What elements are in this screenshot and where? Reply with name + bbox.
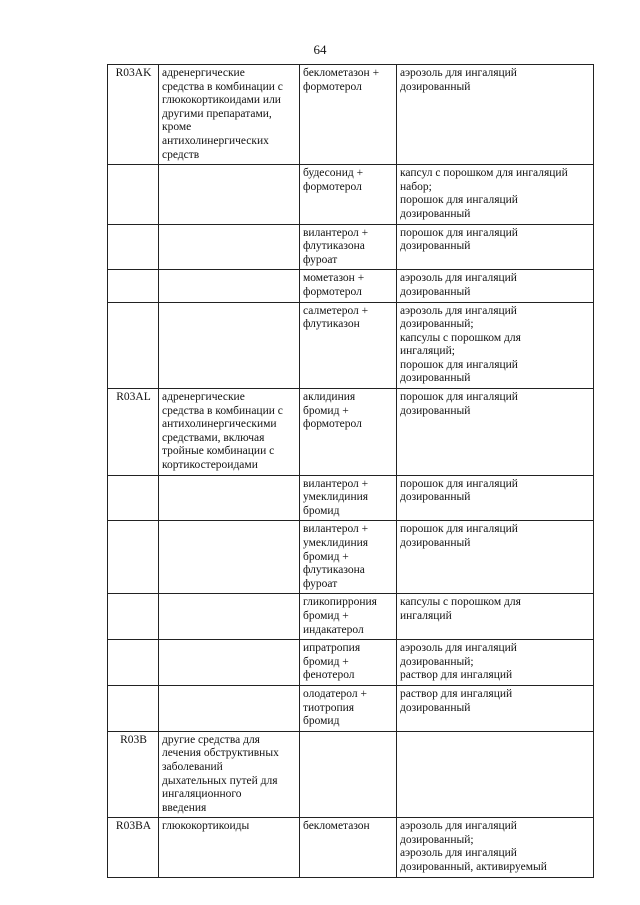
group-name-line: антихолинергическими bbox=[162, 418, 277, 431]
drug-name-line: вилантерол + bbox=[303, 226, 369, 239]
drug-name-line: формотерол bbox=[303, 418, 362, 431]
dosage-form-line: ингаляций bbox=[400, 609, 452, 622]
group-name-line: антихолинергических bbox=[162, 134, 269, 147]
group-name-cell bbox=[159, 818, 300, 877]
dosage-form-cell bbox=[397, 302, 594, 389]
group-name-line: средствами, включая bbox=[162, 431, 265, 444]
page-number: 64 bbox=[313, 42, 327, 57]
drug-name-cell bbox=[300, 65, 397, 165]
drug-name-cell bbox=[300, 302, 397, 389]
drug-name-line: флутиказона bbox=[303, 564, 365, 577]
dosage-form-cell bbox=[397, 475, 594, 521]
drug-name-line: фуроат bbox=[303, 253, 338, 266]
table-row bbox=[108, 224, 594, 270]
dosage-form-line: дозированный; bbox=[400, 655, 474, 668]
drug-name-line: умеклидиния bbox=[303, 537, 369, 549]
group-name-cell bbox=[159, 270, 300, 302]
atc-code-line: R03AK bbox=[115, 67, 152, 79]
group-name-line: дыхательных путей для bbox=[162, 774, 278, 787]
drug-name-line: будесонид + bbox=[303, 167, 364, 180]
dosage-form-cell bbox=[397, 165, 594, 224]
group-name-line: средства в комбинации с bbox=[162, 404, 283, 417]
drug-name-line: фуроат bbox=[303, 577, 338, 590]
table-row bbox=[108, 640, 594, 686]
atc-code-cell bbox=[108, 818, 159, 877]
group-name-line: тройные комбинации с bbox=[162, 445, 275, 458]
drug-name-line: беклометазон + bbox=[303, 67, 380, 79]
drug-name-line: формотерол bbox=[303, 180, 362, 193]
drug-name-line: бромид bbox=[303, 504, 340, 517]
group-name-cell bbox=[159, 389, 300, 476]
group-name-cell bbox=[159, 302, 300, 389]
atc-code-cell bbox=[108, 521, 159, 594]
group-name-line: кроме bbox=[162, 121, 192, 134]
dosage-form-line: дозированный bbox=[400, 207, 471, 220]
group-name-line: средства в комбинации с bbox=[162, 80, 283, 93]
drug-name-line: тиотропия bbox=[303, 701, 355, 714]
group-name-line: адренергические bbox=[162, 67, 245, 79]
drug-name-line: аклидиния bbox=[303, 391, 356, 404]
drug-name-cell bbox=[300, 594, 397, 640]
dosage-form-line: дозированный bbox=[400, 80, 471, 93]
dosage-form-line: аэрозоль для ингаляций bbox=[400, 67, 517, 79]
drug-name-line: фенотерол bbox=[303, 669, 355, 682]
drug-name-line: вилантерол + bbox=[303, 523, 369, 536]
drug-name-cell bbox=[300, 224, 397, 270]
drug-name-cell bbox=[300, 731, 397, 818]
drug-name-cell bbox=[300, 475, 397, 521]
atc-code-cell bbox=[108, 475, 159, 521]
dosage-form-line: порошок для ингаляций bbox=[400, 523, 518, 536]
drug-name-line: бромид + bbox=[303, 404, 349, 417]
drug-name-line: бромид + bbox=[303, 550, 349, 563]
dosage-form-line: дозированный bbox=[400, 285, 471, 298]
dosage-form-cell bbox=[397, 731, 594, 818]
dosage-form-line: дозированный bbox=[400, 372, 471, 385]
dosage-form-cell bbox=[397, 224, 594, 270]
table-row bbox=[108, 594, 594, 640]
table-row bbox=[108, 475, 594, 521]
table-row bbox=[108, 389, 594, 476]
dosage-form-line: порошок для ингаляций bbox=[400, 391, 518, 404]
drug-name-line: формотерол bbox=[303, 80, 362, 93]
table-row bbox=[108, 165, 594, 224]
group-name-cell bbox=[159, 165, 300, 224]
atc-code-line: R03B bbox=[120, 733, 147, 746]
dosage-form-line: дозированный bbox=[400, 701, 471, 714]
drug-table bbox=[107, 64, 594, 878]
dosage-form-cell bbox=[397, 270, 594, 302]
dosage-form-line: ингаляций; bbox=[400, 345, 455, 358]
drug-name-line: бромид + bbox=[303, 655, 349, 668]
dosage-form-line: капсулы с порошком для bbox=[400, 596, 521, 609]
drug-name-line: олодатерол + bbox=[303, 687, 367, 700]
group-name-line: другие средства для bbox=[162, 733, 260, 746]
drug-name-line: беклометазон bbox=[303, 820, 370, 833]
dosage-form-line: дозированный; bbox=[400, 318, 474, 331]
atc-code-cell bbox=[108, 270, 159, 302]
group-name-line: адренергические bbox=[162, 391, 245, 404]
drug-name-cell bbox=[300, 521, 397, 594]
drug-name-line: мометазон + bbox=[303, 272, 365, 285]
atc-code-cell bbox=[108, 389, 159, 476]
drug-name-cell bbox=[300, 165, 397, 224]
atc-code-cell bbox=[108, 165, 159, 224]
dosage-form-line: раствор для ингаляций bbox=[400, 687, 513, 700]
group-name-cell bbox=[159, 640, 300, 686]
drug-name-line: гликопиррония bbox=[303, 596, 377, 609]
group-name-cell bbox=[159, 475, 300, 521]
dosage-form-line: дозированный bbox=[400, 537, 471, 549]
dosage-form-cell bbox=[397, 65, 594, 165]
atc-code-cell bbox=[108, 640, 159, 686]
table-row bbox=[108, 302, 594, 389]
dosage-form-line: набор; bbox=[400, 180, 432, 193]
group-name-cell bbox=[159, 594, 300, 640]
group-name-cell bbox=[159, 65, 300, 165]
drug-name-cell bbox=[300, 389, 397, 476]
group-name-line: заболеваний bbox=[162, 760, 223, 773]
atc-code-cell bbox=[108, 685, 159, 731]
drug-name-line: индакатерол bbox=[303, 623, 364, 636]
atc-code-cell bbox=[108, 302, 159, 389]
group-name-line: лечения обструктивных bbox=[162, 747, 279, 760]
dosage-form-line: порошок для ингаляций bbox=[400, 226, 518, 239]
group-name-cell bbox=[159, 731, 300, 818]
dosage-form-cell bbox=[397, 685, 594, 731]
table-row bbox=[108, 270, 594, 302]
drug-name-line: флутиказон bbox=[303, 318, 360, 331]
dosage-form-cell bbox=[397, 594, 594, 640]
table-row bbox=[108, 65, 594, 165]
group-name-line: другими препаратами, bbox=[162, 107, 272, 120]
drug-name-line: ипратропия bbox=[303, 642, 361, 655]
dosage-form-line: аэрозоль для ингаляций bbox=[400, 272, 517, 285]
drug-name-cell bbox=[300, 640, 397, 686]
drug-name-line: бромид + bbox=[303, 609, 349, 622]
dosage-form-line: дозированный; bbox=[400, 833, 474, 846]
table-row bbox=[108, 685, 594, 731]
group-name-line: введения bbox=[162, 801, 207, 814]
dosage-form-line: дозированный bbox=[400, 491, 471, 504]
dosage-form-line: капсулы с порошком для bbox=[400, 331, 521, 344]
group-name-line: кортикостероидами bbox=[162, 459, 258, 472]
group-name-line: глюкокортикоидами или bbox=[162, 94, 281, 107]
dosage-form-cell bbox=[397, 521, 594, 594]
table-row bbox=[108, 521, 594, 594]
drug-name-line: бромид bbox=[303, 715, 340, 728]
drug-name-cell bbox=[300, 685, 397, 731]
dosage-form-line: аэрозоль для ингаляций bbox=[400, 820, 517, 833]
group-name-line: ингаляционного bbox=[162, 788, 242, 801]
dosage-form-line: порошок для ингаляций bbox=[400, 194, 518, 207]
dosage-form-line: раствор для ингаляций bbox=[400, 669, 513, 682]
table-row bbox=[108, 818, 594, 877]
dosage-form-cell bbox=[397, 389, 594, 476]
dosage-form-line: аэрозоль для ингаляций bbox=[400, 642, 517, 655]
group-name-cell bbox=[159, 224, 300, 270]
atc-code-line: R03AL bbox=[116, 391, 151, 404]
atc-code-cell bbox=[108, 224, 159, 270]
dosage-form-cell bbox=[397, 640, 594, 686]
table-row bbox=[108, 731, 594, 818]
dosage-form-line: дозированный, активируемый bbox=[400, 861, 547, 874]
atc-code-cell bbox=[108, 594, 159, 640]
dosage-form-line: порошок для ингаляций bbox=[400, 358, 518, 371]
drug-name-line: вилантерол + bbox=[303, 477, 369, 490]
dosage-form-line: дозированный bbox=[400, 240, 471, 253]
group-name-line: глюкокортикоиды bbox=[162, 820, 250, 833]
drug-name-cell bbox=[300, 818, 397, 877]
dosage-form-line: дозированный bbox=[400, 404, 471, 417]
dosage-form-line: порошок для ингаляций bbox=[400, 477, 518, 490]
atc-code-cell bbox=[108, 65, 159, 165]
dosage-form-line: аэрозоль для ингаляций bbox=[400, 847, 517, 860]
group-name-cell bbox=[159, 521, 300, 594]
dosage-form-cell bbox=[397, 818, 594, 877]
drug-name-line: флутиказона bbox=[303, 240, 365, 253]
drug-name-line: салметерол + bbox=[303, 304, 369, 317]
drug-name-cell bbox=[300, 270, 397, 302]
drug-name-line: умеклидиния bbox=[303, 491, 369, 504]
drug-name-line: формотерол bbox=[303, 285, 362, 298]
table-body bbox=[108, 65, 594, 878]
group-name-cell bbox=[159, 685, 300, 731]
group-name-line: средств bbox=[162, 148, 200, 161]
dosage-form-line: аэрозоль для ингаляций bbox=[400, 304, 517, 317]
dosage-form-line: капсул с порошком для ингаляций bbox=[400, 167, 568, 180]
atc-code-cell bbox=[108, 731, 159, 818]
atc-code-line: R03BA bbox=[115, 820, 152, 833]
